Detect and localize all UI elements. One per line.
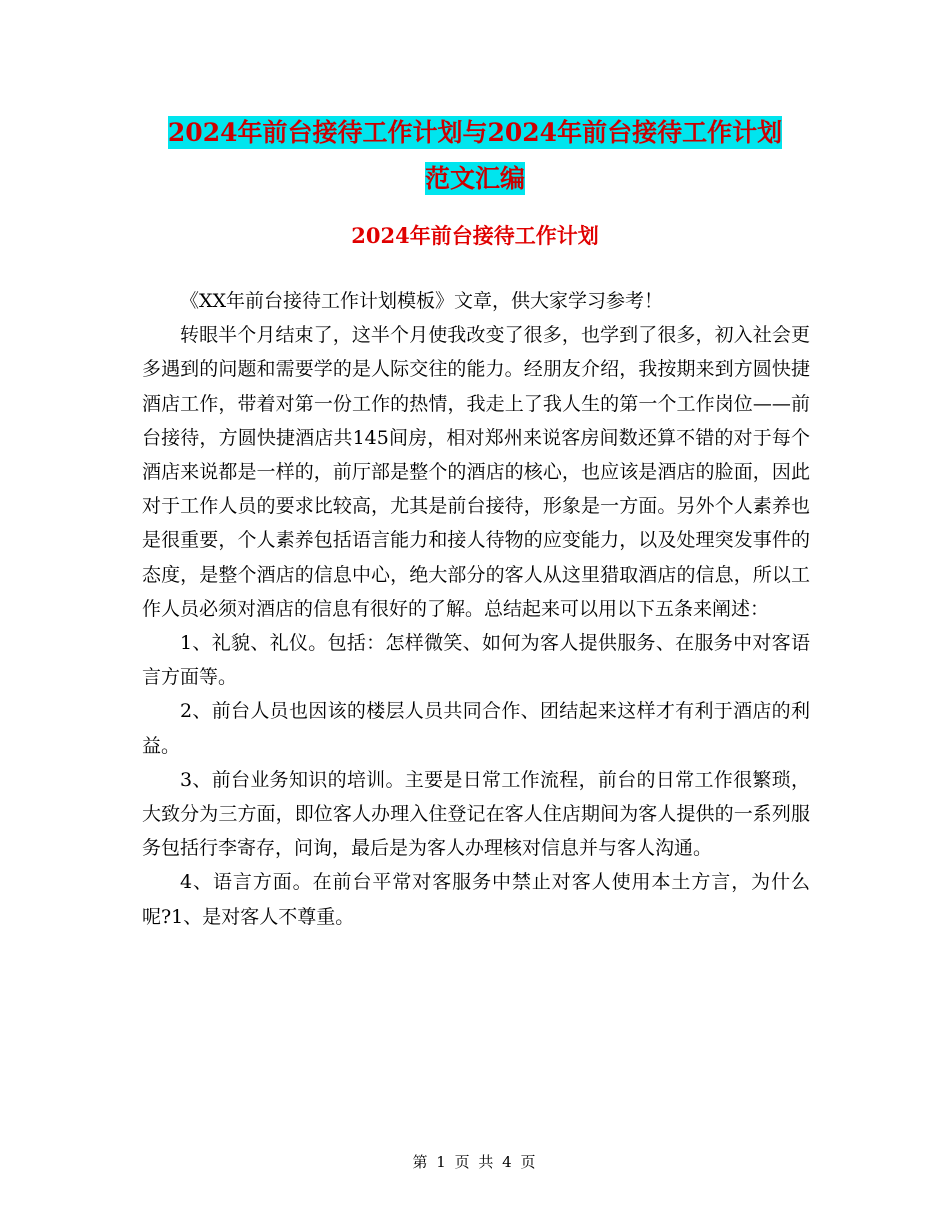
paragraph-intro: 《XX年前台接待工作计划模板》文章，供大家学习参考！ bbox=[180, 290, 664, 312]
document-title bbox=[0, 110, 950, 202]
paragraph-item-4: 4、语言方面。在前台平常对客服务中禁止对客人使用本土方言，为什么呢?1、是对客人不尊重。 bbox=[142, 871, 810, 928]
paragraph-item-1: 1、礼貌、礼仪。包括：怎样微笑、如何为客人提供服务、在服务中对客语言方面等。 bbox=[142, 632, 810, 689]
paragraph-main: 转眼半个月结束了，这半个月使我改变了很多，也学到了很多，初入社会更多遇到的问题和需要学的是人际交往的能力。经朋友介绍，我按期来到方圆快捷酒店工作，带着对第一份工作的热情，我走上了我人生的第一个工作岗位——前台接待，方圆快捷酒店共145间房，相对郑州来说客房间数还算不错的对于每个酒店来说都是一样的，前厅部是整个的酒店的核心，也应该是酒店的脸面，因此对于工作人员的要求比较高，尤其是前台接待，形象是一方面。另外个人素养也是很重要，个人素养包括语言能力和接人待物的应变能力，以及处理突发事件的态度，是整个酒店的信息中心，绝大部分的客人从这里猎取酒店的信息，所以工作人员必须对酒店的信息有很好的了解。总结起来可以用以下五条来阐述： bbox=[142, 324, 810, 620]
paragraph-item-2: 2、前台人员也因该的楼层人员共同合作、团结起来这样才有利于酒店的利益。 bbox=[142, 700, 810, 757]
document-title-line2: 范文汇编 bbox=[424, 164, 525, 193]
page-footer: 第 1 页 共 4 页 bbox=[412, 1153, 538, 1171]
document-title-line1: 2024年前台接待工作计划与2024年前台接待工作计划 bbox=[167, 118, 783, 147]
section-title: 2024年前台接待工作计划 bbox=[351, 223, 599, 248]
document-body bbox=[142, 284, 810, 934]
paragraph-item-3: 3、前台业务知识的培训。主要是日常工作流程，前台的日常工作很繁琐，大致分为三方面，即位客人办理入住登记在客人住店期间为客人提供的一系列服务包括行李寄存，问询，最后是为客人办理核对信息并与客人沟通。 bbox=[142, 768, 810, 860]
